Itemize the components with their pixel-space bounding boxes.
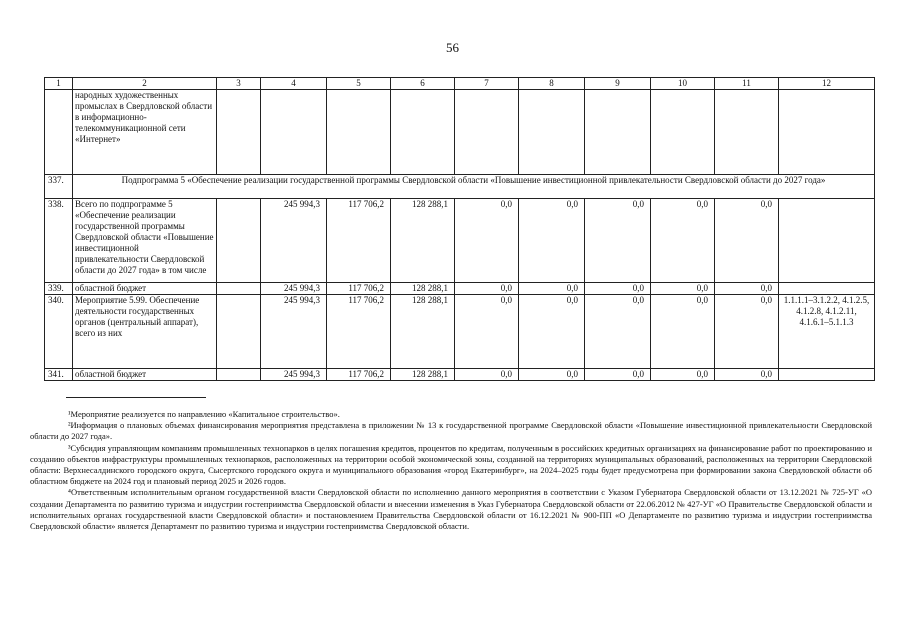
table-cell: 0,0 (715, 295, 779, 369)
table-cell: 245 994,3 (261, 199, 327, 283)
footnote-3: ³Субсидия управляющим компаниям промышленных технопарков в целях погашения кредитов, процентов по кредитам, полученным в российских кредитных организациях на финансирование работ по проектированию и созданию объектов инфраструктуры промышленных технопарков, расположенных на территории особой экономической зоны, созданной на территориях муниципальных образований, расположенных на территории Свердловской области: Верхнесалдинского городского округа, Сысертского городского округа и муниципального образования «город Екатеринбург», на 2024–2025 годы будет предусмотрена при формировании закона Свердловской области об областном бюджете на 2024 год и плановый период 2025 и 2026 годов. (30, 442, 872, 487)
table-cell: 1.1.1.1–3.1.2.2, 4.1.2.5, 4.1.2.8, 4.1.2.11, 4.1.6.1–5.1.1.3 (779, 295, 875, 369)
table-cell: 117 706,2 (327, 369, 391, 381)
table-row (45, 369, 875, 381)
column-header: 10 (651, 78, 715, 90)
row-number: 341. (45, 369, 73, 381)
footnote-1: ¹Мероприятие реализуется по направлению «Капитальное строительство». (68, 409, 340, 419)
column-header: 9 (585, 78, 651, 90)
column-header: 5 (327, 78, 391, 90)
table-cell: 0,0 (519, 295, 585, 369)
row-number: 340. (45, 295, 73, 369)
financing-table (44, 77, 875, 381)
column-header: 2 (73, 78, 217, 90)
table-cell (779, 369, 875, 381)
subprogram-title: Подпрограмма 5 «Обеспечение реализации государственной программы Свердловской области «Повышение инвестиционной привлекательности Свердловской области до 2027 года» (73, 175, 875, 199)
row-number: 338. (45, 199, 73, 283)
table-cell (779, 283, 875, 295)
table-cell (217, 283, 261, 295)
column-header: 1 (45, 78, 73, 90)
table-cell (217, 369, 261, 381)
table-cell: 245 994,3 (261, 283, 327, 295)
table-cell (217, 295, 261, 369)
column-header: 11 (715, 78, 779, 90)
table-cell: 0,0 (651, 295, 715, 369)
footnote-4: ⁴Ответственным исполнительным органом государственной власти Свердловской области по исполнению данного мероприятия в соответствии с Указом Губернатора Свердловской области от 13.12.2021 № 725-УГ «О создании Департамента по развитию туризма и индустрии гостеприимства Свердловской области и внесении изменения в Указ Губернатора Свердловской области от 22.06.2012 № 427-УГ «О Правительстве Свердловской области и исполнительных органах государственной власти Свердловской области» и постановлением Правительства Свердловской области от 16.12.2021 № 900-ПП «О Департаменте по развитию туризма и индустрии гостеприимства Свердловской области» является Департамент по развитию туризма и индустрии гостеприимства Свердловской области. (30, 487, 872, 532)
table-cell: 0,0 (519, 283, 585, 295)
row-number: 339. (45, 283, 73, 295)
table-cell: 128 288,1 (391, 369, 455, 381)
footnote-rule (66, 397, 206, 398)
table-row (45, 199, 875, 283)
row-description: областной бюджет (73, 283, 217, 295)
column-header: 6 (391, 78, 455, 90)
row-description: народных художественных промыслах в Свердловской области в информационно-телекоммуникационной сети «Интернет» (73, 90, 217, 175)
table-cell (715, 90, 779, 175)
table-row (45, 295, 875, 369)
table-cell: 0,0 (455, 199, 519, 283)
table-cell (217, 199, 261, 283)
table-cell: 0,0 (651, 283, 715, 295)
table-cell (391, 90, 455, 175)
table-row (45, 283, 875, 295)
table-cell (779, 199, 875, 283)
table-cell: 0,0 (519, 369, 585, 381)
table-cell: 128 288,1 (391, 283, 455, 295)
table-cell: 0,0 (455, 295, 519, 369)
table-cell: 245 994,3 (261, 295, 327, 369)
table-cell: 0,0 (651, 199, 715, 283)
table-cell: 0,0 (585, 295, 651, 369)
table-cell: 0,0 (585, 283, 651, 295)
table-cell: 0,0 (455, 283, 519, 295)
table-cell (217, 90, 261, 175)
table-cell: 0,0 (455, 369, 519, 381)
row-number (45, 90, 73, 175)
table-cell (519, 90, 585, 175)
table-cell (651, 90, 715, 175)
table-cell: 0,0 (651, 369, 715, 381)
table-row (45, 175, 875, 199)
table-cell: 117 706,2 (327, 295, 391, 369)
table-cell (585, 90, 651, 175)
row-description: Мероприятие 5.99. Обеспечение деятельности государственных органов (центральный аппарат), всего из них (73, 295, 217, 369)
table-header-row (45, 78, 875, 90)
table-cell: 0,0 (715, 369, 779, 381)
table-cell (261, 90, 327, 175)
table-cell: 117 706,2 (327, 199, 391, 283)
table-cell: 128 288,1 (391, 295, 455, 369)
column-header: 3 (217, 78, 261, 90)
table-cell: 0,0 (585, 199, 651, 283)
table-cell (455, 90, 519, 175)
table-cell: 128 288,1 (391, 199, 455, 283)
table-cell: 0,0 (585, 369, 651, 381)
row-description: областной бюджет (73, 369, 217, 381)
table-cell: 245 994,3 (261, 369, 327, 381)
column-header: 7 (455, 78, 519, 90)
table-cell (779, 90, 875, 175)
column-header: 12 (779, 78, 875, 90)
table-cell: 117 706,2 (327, 283, 391, 295)
table-cell: 0,0 (715, 283, 779, 295)
row-number: 337. (45, 175, 73, 199)
table-cell (327, 90, 391, 175)
page-number: 56 (446, 40, 459, 55)
footnotes (30, 409, 872, 532)
column-header: 8 (519, 78, 585, 90)
column-header: 4 (261, 78, 327, 90)
table-cell: 0,0 (519, 199, 585, 283)
row-description: Всего по подпрограмме 5 «Обеспечение реализации государственной программы Свердловской области «Повышение инвестиционной привлекательности Свердловской области до 2027 года» в том числе (73, 199, 217, 283)
table-row (45, 90, 875, 175)
footnote-2: ²Информация о плановых объемах финансирования мероприятия представлена в приложении № 13 к государственной программе Свердловской области «Повышение инвестиционной привлекательности Свердловской области до 2027 года». (30, 420, 872, 442)
table-cell: 0,0 (715, 199, 779, 283)
